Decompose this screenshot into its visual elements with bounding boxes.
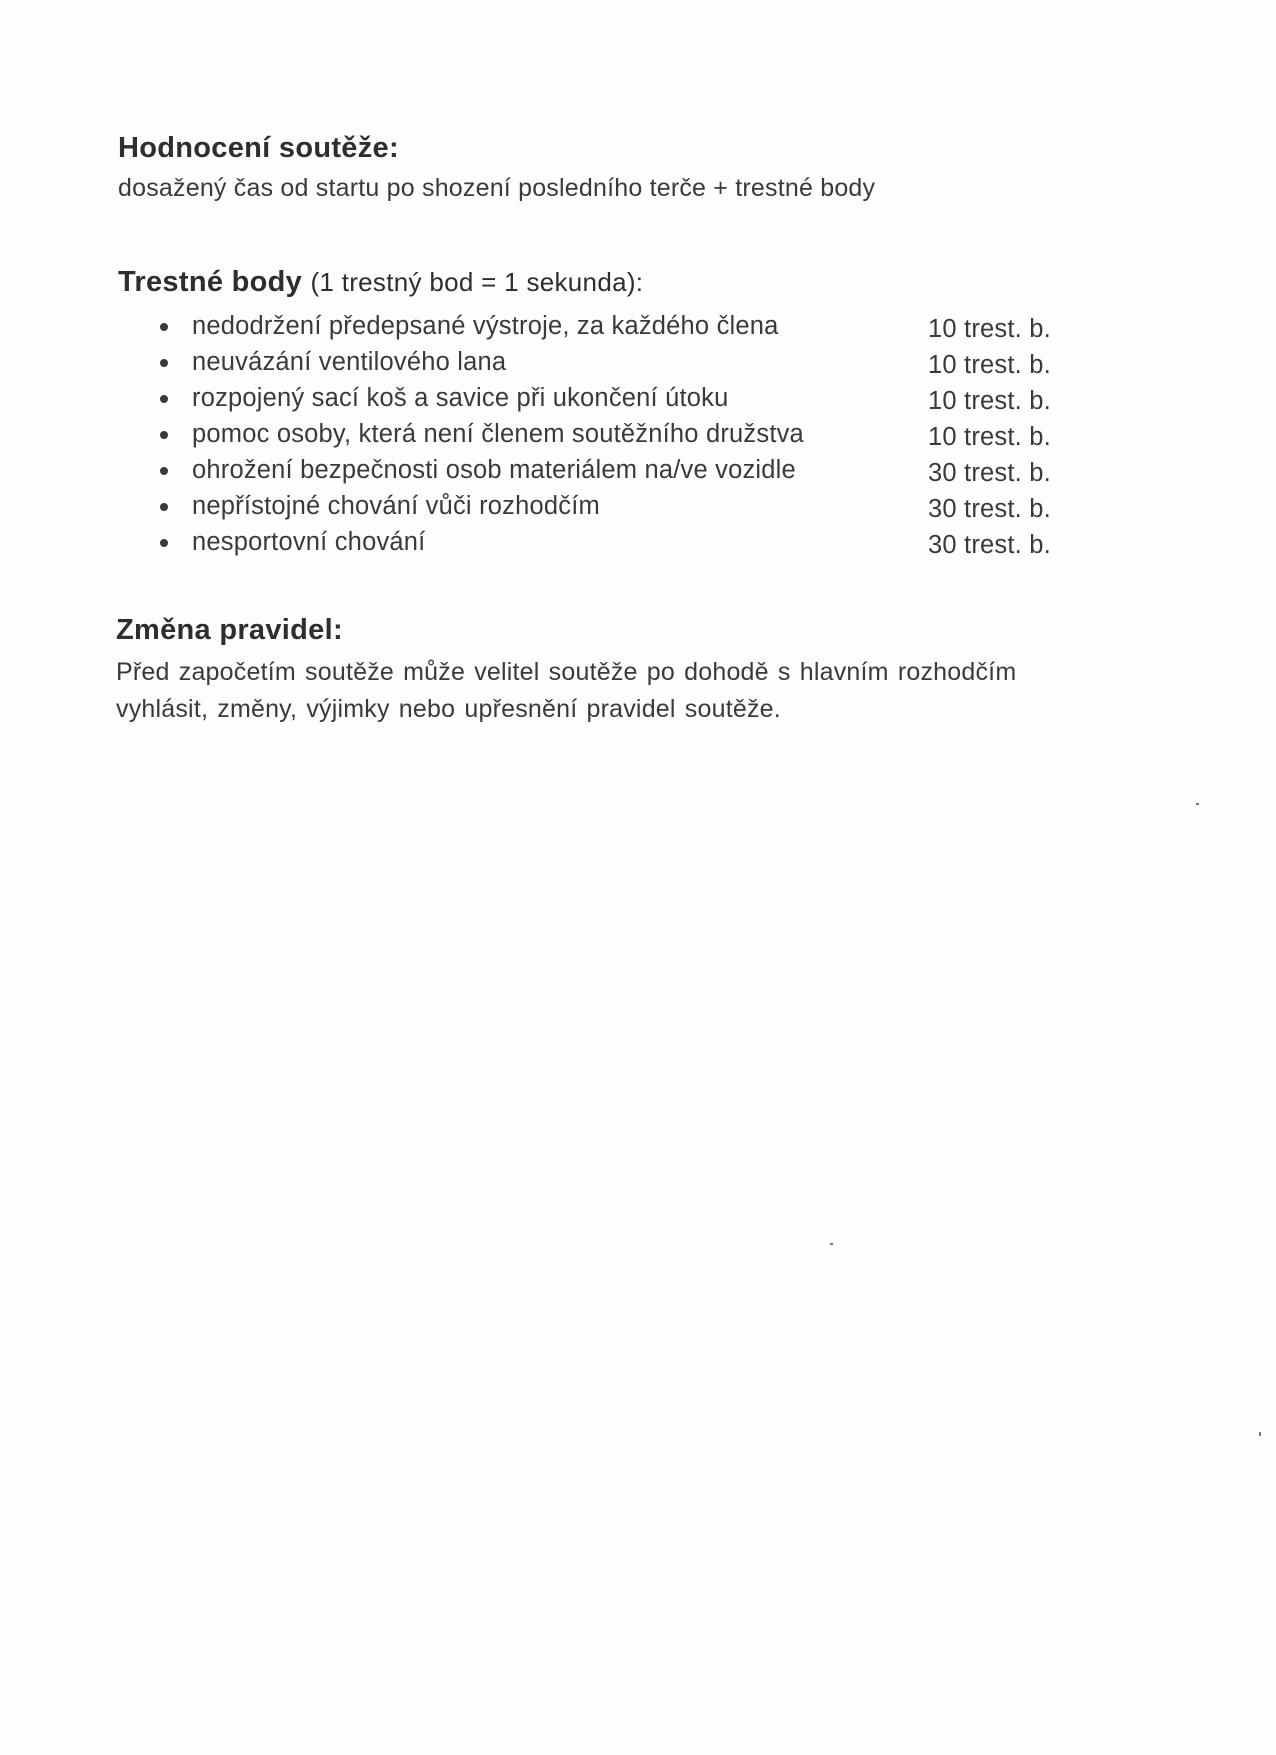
penalty-label: neuvázání ventilového lana [192,348,507,376]
scan-speck [1259,1432,1261,1436]
evaluation-heading: Hodnocení soutěže: [118,132,399,164]
rules-change-heading: Změna pravidel: [116,614,343,646]
scan-speck [1196,803,1199,805]
list-item [118,524,1098,560]
penalty-section [118,264,1098,560]
bullet-icon [160,539,168,547]
list-item [118,308,1098,344]
penalty-note: (1 trestný bod = 1 sekunda): [310,267,644,297]
bullet-icon [160,503,168,511]
bullet-icon [160,395,168,403]
rules-change-text [116,654,1176,728]
list-item [118,344,1098,380]
penalty-points: 30 trest. b. [928,459,1051,487]
rules-change-line: Před započetím soutěže může velitel soutěže po dohodě s hlavním rozhodčím [116,658,1017,686]
rules-change-line: vyhlásit, změny, výjimky nebo upřesnění pravidel soutěže. [116,695,781,723]
rules-change-section [116,612,1176,728]
penalty-label: nepřístojné chování vůči rozhodčím [192,492,600,520]
penalty-points: 10 trest. b. [928,351,1051,379]
penalty-points: 10 trest. b. [928,423,1051,451]
penalty-label: nedodržení předepsané výstroje, za každého člena [192,312,779,340]
list-item [118,488,1098,524]
penalty-heading-line [118,264,1098,300]
bullet-icon [160,323,168,331]
scan-speck [830,1243,833,1245]
bullet-icon [160,467,168,475]
penalty-label: nesportovní chování [192,528,426,556]
evaluation-text: dosažený čas od startu po shození posledního terče + trestné body [118,174,876,202]
penalty-label: pomoc osoby, která není členem soutěžního družstva [192,420,804,448]
penalty-label: ohrožení bezpečnosti osob materiálem na/ve vozidle [192,456,796,484]
penalty-points: 10 trest. b. [928,315,1051,343]
penalty-points: 30 trest. b. [928,531,1051,559]
list-item [118,452,1098,488]
penalty-list [118,308,1098,560]
evaluation-section [118,130,875,207]
bullet-icon [160,431,168,439]
bullet-icon [160,359,168,367]
penalty-points: 30 trest. b. [928,495,1051,523]
penalty-heading: Trestné body [118,266,303,298]
penalty-points: 10 trest. b. [928,387,1051,415]
list-item [118,380,1098,416]
list-item [118,416,1098,452]
penalty-label: rozpojený sací koš a savice při ukončení útoku [192,384,729,412]
